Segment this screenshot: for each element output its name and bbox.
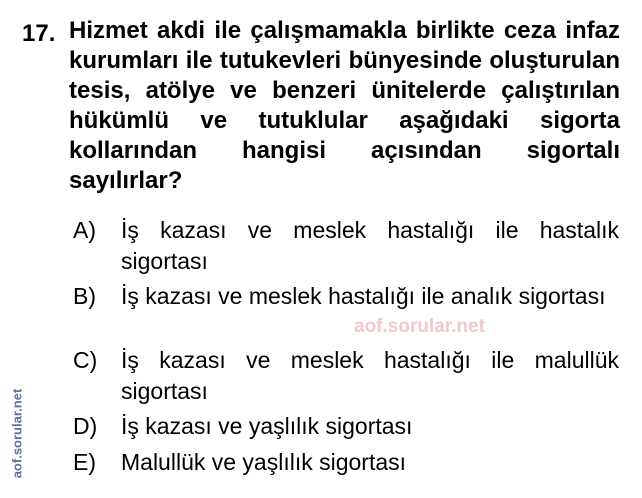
watermark-center: aof.sorular.net	[354, 316, 485, 337]
option-text: İş kazası ve meslek hastalığı ile hastalık sigortası	[121, 217, 619, 274]
option-letter: D)	[73, 413, 98, 439]
watermark-side: aof.sorular.net	[9, 388, 25, 479]
option-text: İş kazası ve meslek hastalığı ile analık sigortası	[121, 283, 606, 309]
option-text: İş kazası ve yaşlılık sigortası	[121, 413, 413, 439]
question-number: 17.	[22, 20, 56, 47]
option-text: Malullük ve yaşlılık sigortası	[121, 449, 407, 475]
option-letter: E)	[73, 449, 96, 475]
option-text: İş kazası ve meslek hastalığı ile malullük sigortası	[121, 347, 619, 404]
question-stem: Hizmet akdi ile çalışmamakla birlikte ceza infaz kurumları ile tutukevleri bünyesinde oluşturulan tesis, atölye ve benzeri ünitelerde çalıştırılan hükümlü ve tutuklular aşağıdaki sigorta kollarından hangisi açısından sigortalı sayılırlar?	[69, 17, 620, 194]
option-letter: A)	[73, 217, 96, 243]
option-letter: C)	[73, 347, 98, 373]
option-letter: B)	[73, 283, 96, 309]
